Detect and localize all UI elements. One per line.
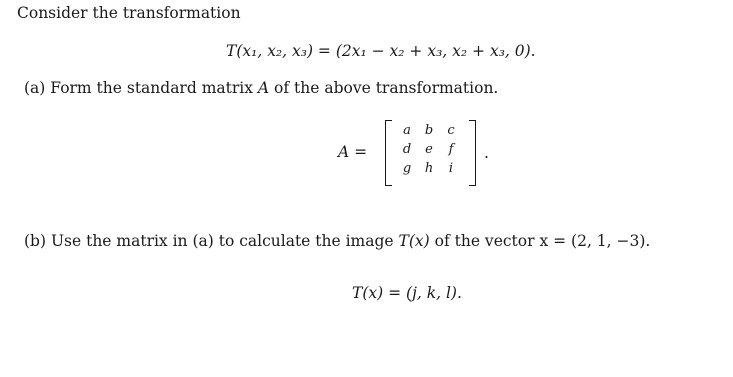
matrix-lhs: A =: [338, 143, 368, 161]
matrix-right-bracket: [469, 120, 476, 186]
matrix-cell: c: [447, 123, 455, 138]
part-a-label: (a): [24, 79, 46, 97]
matrix-cell: i: [448, 161, 454, 176]
part-a-text-after: of the above transformation.: [269, 79, 499, 97]
matrix-cell: a: [403, 123, 411, 138]
part-b-question: [24, 231, 650, 251]
transformation-formula: T(x₁, x₂, x₃) = (2x₁ − x₂ + x₃, x₂ + x₃, 0).: [226, 42, 536, 60]
matrix-left-bracket: [385, 120, 392, 186]
part-b-label: (b): [24, 232, 47, 250]
matrix-cell: h: [424, 161, 434, 176]
part-b-vector-expr: x = (2, 1, −3).: [539, 232, 651, 250]
part-b-text-before: Use the matrix in (a) to calculate the image: [50, 232, 399, 250]
intro-text: Consider the transformation: [17, 4, 241, 22]
part-b-image-expr: T(x): [398, 232, 430, 250]
part-a-symbol: A: [257, 79, 270, 97]
matrix-cell: b: [424, 123, 434, 138]
matrix-cell: f: [448, 142, 454, 157]
matrix-period: .: [484, 144, 489, 162]
standard-matrix: [338, 117, 498, 189]
result-expression: T(x) = (j, k, l).: [352, 284, 462, 302]
part-a-text-before: Form the standard matrix: [50, 79, 258, 97]
matrix-cell: g: [402, 161, 412, 176]
part-b-text-middle: of the vector: [429, 232, 540, 250]
matrix-cell: e: [425, 142, 433, 157]
matrix-cell: d: [402, 142, 412, 157]
part-a-question: [24, 78, 498, 98]
matrix-entries: [396, 123, 462, 180]
